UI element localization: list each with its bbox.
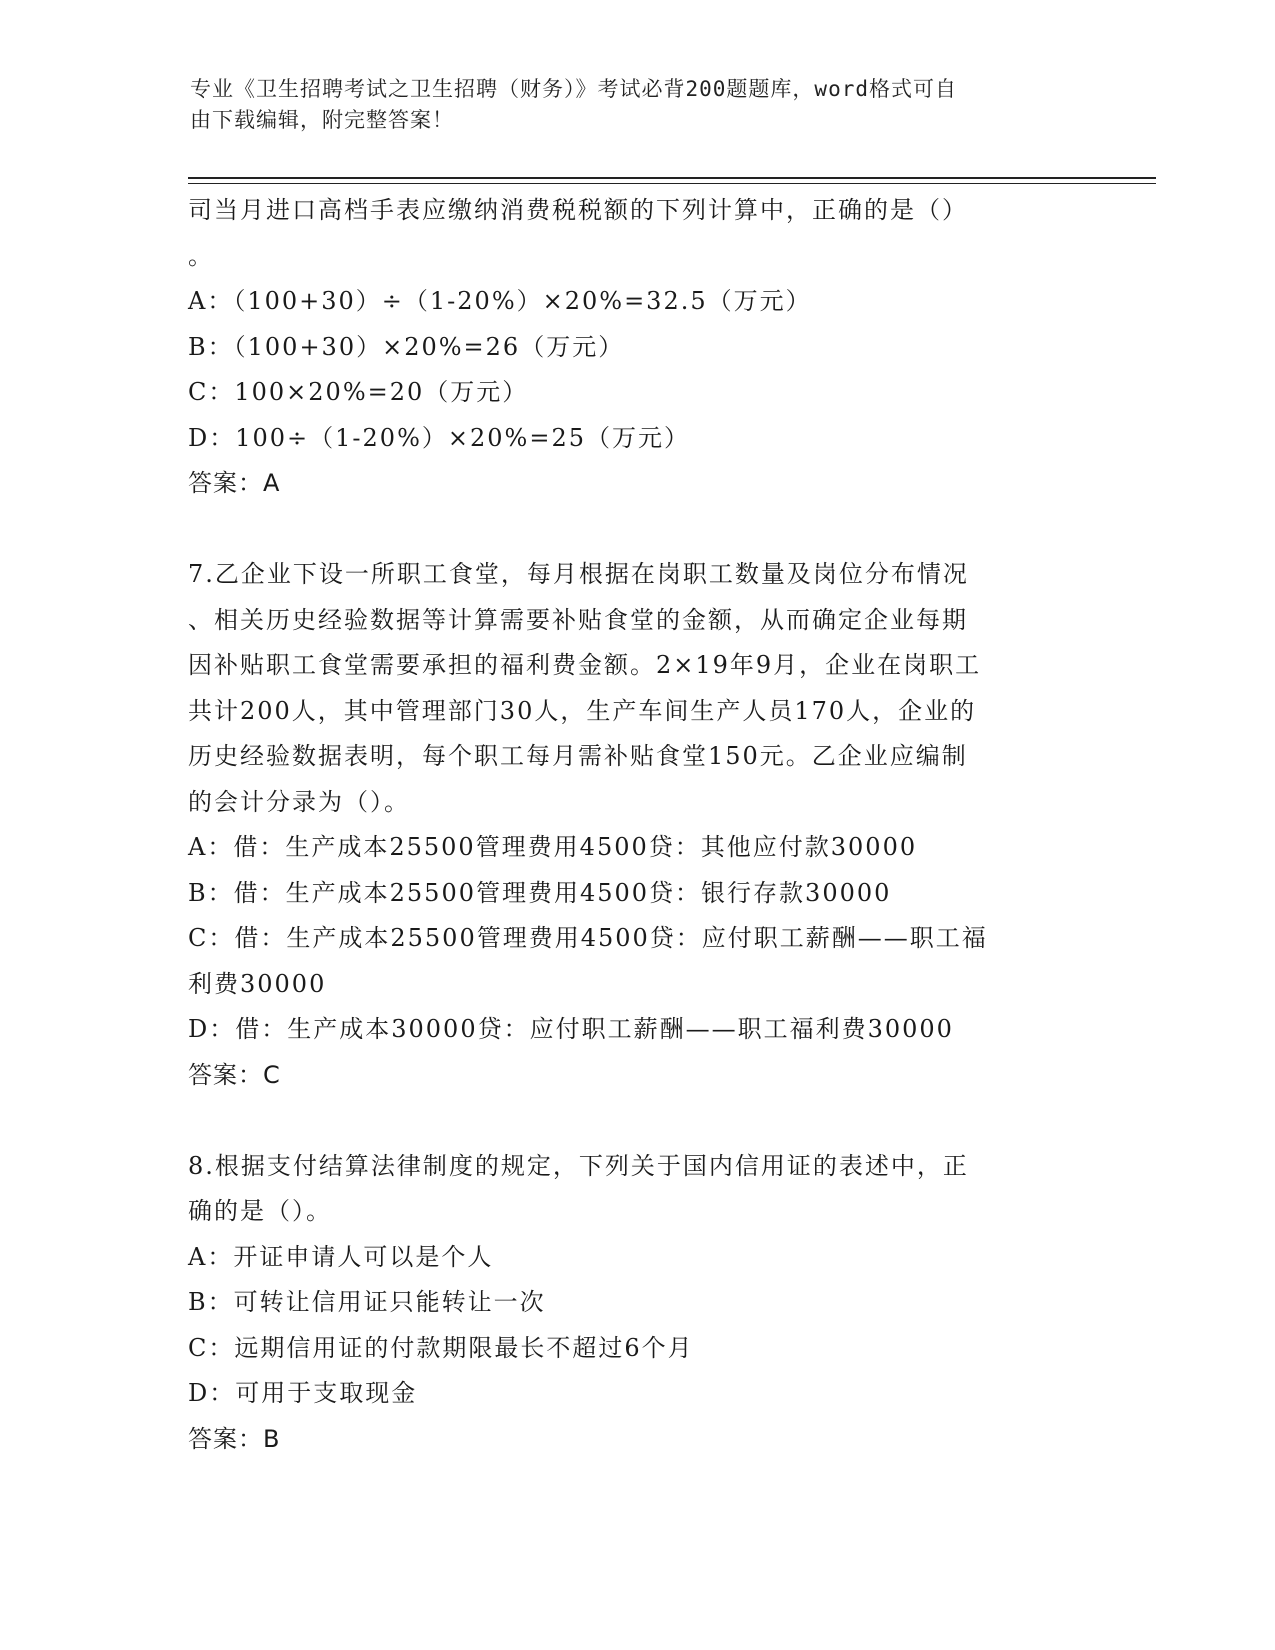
spacer — [188, 1098, 1088, 1144]
question-stem-line: 因补贴职工食堂需要承担的福利费金额。2×19年9月，企业在岗职工 — [188, 651, 982, 679]
option-a: A：开证申请人可以是个人 — [188, 1242, 494, 1271]
header-line-1: 专业《卫生招聘考试之卫生招聘（财务）》考试必背200题题库，word格式可自 — [190, 77, 957, 101]
option-b: B：可转让信用证只能转让一次 — [188, 1288, 546, 1316]
option-b: B：（100+30）×20%=26（万元） — [188, 332, 625, 361]
option-c-continuation: 利费30000 — [188, 969, 327, 998]
document-header — [190, 74, 1080, 136]
option-d: D：可用于支取现金 — [188, 1379, 418, 1407]
option-c: C：100×20%=20（万元） — [188, 378, 529, 406]
question-stem-line: 7.乙企业下设一所职工食堂，每月根据在岗职工数量及岗位分布情况 — [188, 560, 969, 588]
header-rule-thick — [188, 177, 1156, 179]
question-stem-line: 的会计分录为（）。 — [188, 787, 410, 816]
spacer — [188, 507, 1088, 553]
question-stem-line: 历史经验数据表明，每个职工每月需补贴食堂150元。乙企业应编制 — [188, 742, 968, 770]
answer-label: 答案：B — [188, 1424, 281, 1453]
question-6 — [188, 188, 1088, 507]
answer-label: 答案：C — [188, 1060, 281, 1089]
header-rule-thin — [188, 183, 1156, 184]
option-a: A：借：生产成本25500管理费用4500贷：其他应付款30000 — [188, 833, 918, 861]
question-stem-line: 确的是（）。 — [188, 1197, 332, 1225]
answer-label: 答案：A — [188, 469, 281, 497]
document-body — [188, 188, 1088, 1462]
option-d: D：100÷（1-20%）×20%=25（万元） — [188, 423, 690, 452]
option-d: D：借：生产成本30000贷：应付职工薪酬——职工福利费30000 — [188, 1015, 954, 1043]
question-stem-line: 8.根据支付结算法律制度的规定，下列关于国内信用证的表述中，正 — [188, 1151, 969, 1180]
option-a: A：（100+30）÷（1-20%）×20%=32.5（万元） — [188, 287, 812, 315]
option-c: C：借：生产成本25500管理费用4500贷：应付职工薪酬——职工福 — [188, 924, 988, 952]
question-7 — [188, 552, 1088, 1098]
option-b: B：借：生产成本25500管理费用4500贷：银行存款30000 — [188, 878, 892, 907]
question-stem-line: 、相关历史经验数据等计算需要补贴食堂的金额，从而确定企业每期 — [188, 605, 968, 634]
question-stem-line: 共计200人，其中管理部门30人，生产车间生产人员170人，企业的 — [188, 696, 977, 725]
header-line-2: 由下载编辑，附完整答案！ — [190, 108, 454, 132]
question-stem-line: 。 — [188, 241, 214, 270]
question-stem-line: 司当月进口高档手表应缴纳消费税税额的下列计算中，正确的是（） — [188, 196, 968, 224]
option-c: C：远期信用证的付款期限最长不超过6个月 — [188, 1333, 694, 1362]
question-8 — [188, 1144, 1088, 1463]
